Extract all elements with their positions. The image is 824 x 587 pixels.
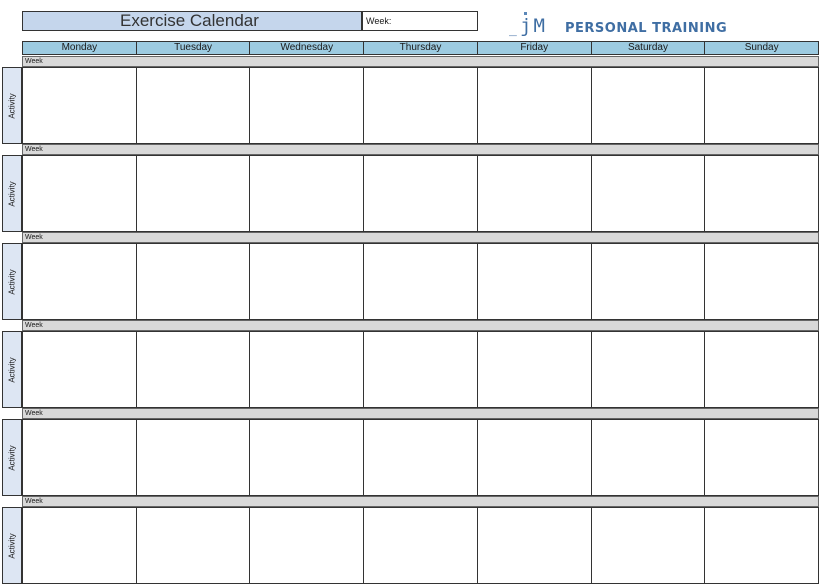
activity-side-label [2,419,22,496]
day-cell-saturday[interactable] [591,420,705,495]
day-cell-sunday[interactable] [704,508,818,583]
day-cell-monday[interactable] [23,508,136,583]
day-header-thursday: Thursday [363,42,477,54]
activity-label-text: Activity [7,444,17,471]
day-cell-tuesday[interactable] [136,508,250,583]
day-cell-tuesday[interactable] [136,420,250,495]
day-header-wednesday: Wednesday [249,42,363,54]
week-field[interactable] [362,11,478,31]
activity-side-label [2,67,22,144]
day-cell-friday[interactable] [477,156,591,231]
activity-label-text: Activity [7,356,17,383]
day-cell-saturday[interactable] [591,156,705,231]
day-cell-thursday[interactable] [363,332,477,407]
day-cell-tuesday[interactable] [136,332,250,407]
day-cell-saturday[interactable] [591,332,705,407]
week-field-label: Week: [366,16,392,26]
week-block [0,320,824,408]
calendar-title: Exercise Calendar [120,11,259,30]
week-block [0,144,824,232]
day-cell-tuesday[interactable] [136,244,250,319]
week-day-cells [22,67,819,144]
day-cell-sunday[interactable] [704,244,818,319]
day-header-sunday: Sunday [704,42,818,54]
activity-label-text: Activity [7,268,17,295]
day-cell-thursday[interactable] [363,244,477,319]
day-cell-saturday[interactable] [591,244,705,319]
week-day-cells [22,331,819,408]
activity-side-label [2,155,22,232]
day-cell-wednesday[interactable] [249,156,363,231]
activity-side-label [2,331,22,408]
day-cell-wednesday[interactable] [249,244,363,319]
week-day-cells [22,155,819,232]
week-label-row[interactable]: Week [22,232,819,243]
week-label-row[interactable]: Week [22,56,819,67]
day-cell-sunday[interactable] [704,68,818,143]
day-header-monday: Monday [61,42,98,53]
week-day-cells [22,243,819,320]
activity-label-text: Activity [7,532,17,559]
week-label-row[interactable]: Week [22,408,819,419]
activity-side-label [2,243,22,320]
day-cell-sunday[interactable] [704,156,818,231]
day-cell-friday[interactable] [477,332,591,407]
day-cell-sunday[interactable] [704,332,818,407]
logo-dash-icon: _ [509,22,519,37]
week-day-cells [22,419,819,496]
day-cell-wednesday[interactable] [249,68,363,143]
day-header-friday: Friday [477,42,591,54]
day-cell-wednesday[interactable] [249,508,363,583]
week-label-row[interactable]: Week [22,144,819,155]
week-label-row[interactable]: Week [22,496,819,507]
day-cell-thursday[interactable] [363,508,477,583]
day-cell-sunday[interactable] [704,420,818,495]
week-block [0,232,824,320]
weekday-header-row [22,41,819,55]
day-cell-friday[interactable] [477,68,591,143]
day-cell-friday[interactable] [477,508,591,583]
day-cell-monday[interactable] [23,420,136,495]
day-cell-saturday[interactable] [591,68,705,143]
day-cell-monday[interactable] [23,68,136,143]
day-cell-monday[interactable] [23,244,136,319]
day-header-saturday: Saturday [591,42,705,54]
day-cell-saturday[interactable] [591,508,705,583]
week-block [0,56,824,144]
day-cell-friday[interactable] [477,420,591,495]
day-cell-monday[interactable] [23,156,136,231]
activity-label-text: Activity [7,92,17,119]
day-cell-thursday[interactable] [363,156,477,231]
day-header-tuesday: Tuesday [136,42,250,54]
week-day-cells [22,507,819,584]
day-cell-thursday[interactable] [363,68,477,143]
calendar-title-box [22,11,362,31]
week-block [0,496,824,584]
week-label-row[interactable]: Week [22,320,819,331]
day-cell-tuesday[interactable] [136,68,250,143]
day-cell-thursday[interactable] [363,420,477,495]
logo-dot-icon [524,12,527,15]
day-cell-friday[interactable] [477,244,591,319]
day-cell-tuesday[interactable] [136,156,250,231]
activity-label-text: Activity [7,180,17,207]
logo-initials: jM [520,15,547,37]
week-block [0,408,824,496]
day-cell-wednesday[interactable] [249,332,363,407]
activity-side-label [2,507,22,584]
day-cell-monday[interactable] [23,332,136,407]
logo-text: PERSONAL TRAINING [565,21,728,36]
day-cell-wednesday[interactable] [249,420,363,495]
